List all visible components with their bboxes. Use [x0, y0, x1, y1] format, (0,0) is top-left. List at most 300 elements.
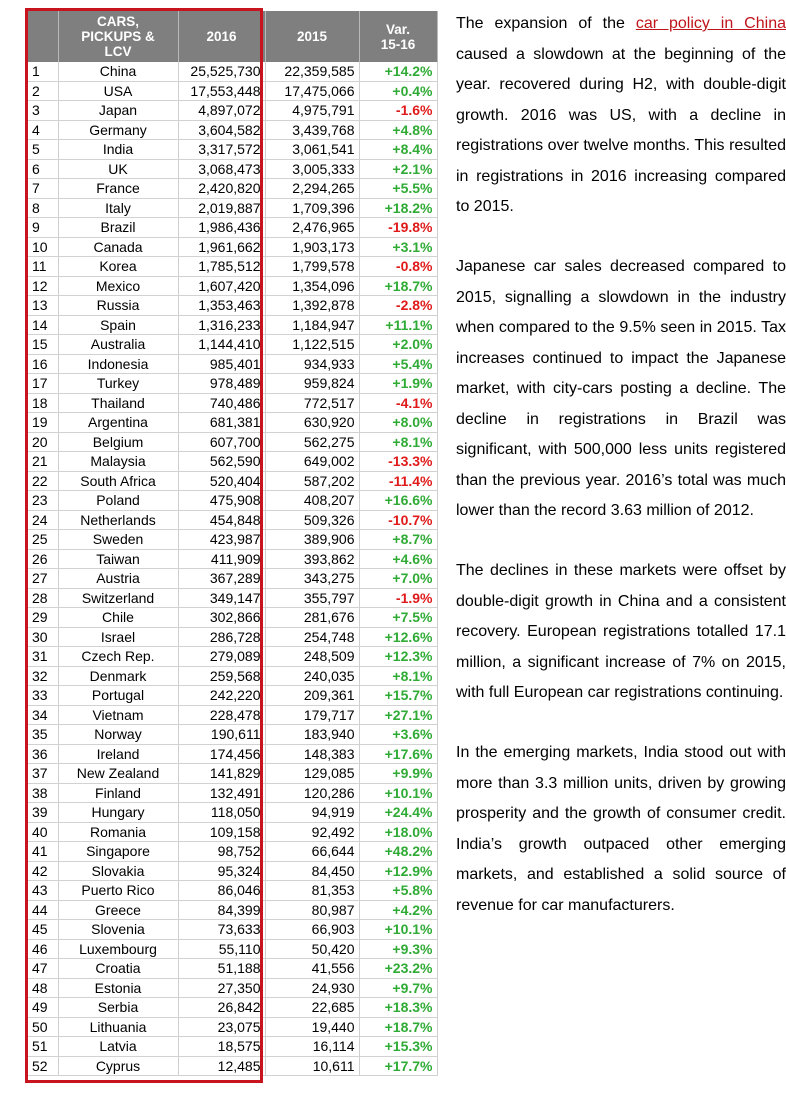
country-cell: Canada	[58, 237, 178, 257]
registrations-2015-cell: 66,644	[265, 842, 359, 862]
table-row	[28, 62, 437, 81]
country-cell: Denmark	[58, 666, 178, 686]
variation-cell: +15.3%	[359, 1037, 437, 1057]
registrations-2015-cell: 649,002	[265, 452, 359, 472]
table-row	[28, 764, 437, 784]
table-row	[28, 510, 437, 530]
country-cell: Thailand	[58, 393, 178, 413]
registrations-2015-cell: 959,824	[265, 374, 359, 394]
table-row	[28, 978, 437, 998]
variation-cell: +14.2%	[359, 62, 437, 81]
country-cell: Poland	[58, 491, 178, 511]
registrations-2016-cell: 985,401	[178, 354, 265, 374]
country-cell: Romania	[58, 822, 178, 842]
registrations-2015-cell: 24,930	[265, 978, 359, 998]
table-row	[28, 374, 437, 394]
rank-cell: 1	[28, 62, 58, 81]
country-header-label: CARS, PICKUPS & LCV	[81, 14, 155, 59]
registrations-2016-cell: 190,611	[178, 725, 265, 745]
table-row	[28, 159, 437, 179]
registrations-2016-cell: 423,987	[178, 530, 265, 550]
country-cell: Estonia	[58, 978, 178, 998]
registrations-2016-cell: 25,525,730	[178, 62, 265, 81]
rank-cell: 48	[28, 978, 58, 998]
registrations-2015-cell: 355,797	[265, 588, 359, 608]
variation-cell: +5.4%	[359, 354, 437, 374]
table-row	[28, 218, 437, 238]
country-cell: Finland	[58, 783, 178, 803]
registrations-2015-cell: 772,517	[265, 393, 359, 413]
country-cell: Lithuania	[58, 1017, 178, 1037]
registrations-2016-cell: 118,050	[178, 803, 265, 823]
table-row	[28, 471, 437, 491]
country-cell: Turkey	[58, 374, 178, 394]
table-row	[28, 627, 437, 647]
variation-cell: +7.5%	[359, 608, 437, 628]
rank-cell: 16	[28, 354, 58, 374]
article-text-column	[456, 9, 786, 1096]
rank-cell: 30	[28, 627, 58, 647]
country-cell: Hungary	[58, 803, 178, 823]
registrations-2016-cell: 259,568	[178, 666, 265, 686]
rank-cell: 20	[28, 432, 58, 452]
registrations-2015-cell: 16,114	[265, 1037, 359, 1057]
country-cell: South Africa	[58, 471, 178, 491]
country-cell: Switzerland	[58, 588, 178, 608]
table-row	[28, 237, 437, 257]
registrations-2016-cell: 86,046	[178, 881, 265, 901]
registrations-2015-cell: 343,275	[265, 569, 359, 589]
registrations-2016-cell: 1,353,463	[178, 296, 265, 316]
rank-cell: 9	[28, 218, 58, 238]
variation-cell: +9.9%	[359, 764, 437, 784]
registrations-2016-cell: 242,220	[178, 686, 265, 706]
registrations-2015-cell: 248,509	[265, 647, 359, 667]
registrations-2016-cell: 1,607,420	[178, 276, 265, 296]
table-row	[28, 179, 437, 199]
article-paragraph-3: The declines in these markets were offset by double-digit growth in China and a consistent recovery. European registrations totalled 17.1 million, a significant increase of 7% on 2015, with full European car registrations continuing.	[456, 562, 786, 701]
registrations-table-container	[28, 11, 438, 1076]
registrations-2016-cell: 302,866	[178, 608, 265, 628]
registrations-table	[28, 11, 438, 1076]
registrations-2015-cell: 562,275	[265, 432, 359, 452]
table-row	[28, 998, 437, 1018]
rank-cell: 40	[28, 822, 58, 842]
registrations-2016-cell: 279,089	[178, 647, 265, 667]
variation-cell: +16.6%	[359, 491, 437, 511]
table-row	[28, 296, 437, 316]
variation-cell: -11.4%	[359, 471, 437, 491]
registrations-2015-cell: 41,556	[265, 959, 359, 979]
table-row	[28, 1017, 437, 1037]
paragraph-1-intro: The expansion of the	[456, 15, 636, 32]
variation-cell: +3.6%	[359, 725, 437, 745]
registrations-2015-cell: 509,326	[265, 510, 359, 530]
registrations-2015-cell: 934,933	[265, 354, 359, 374]
table-row	[28, 744, 437, 764]
table-row	[28, 647, 437, 667]
rank-cell: 7	[28, 179, 58, 199]
country-cell: Brazil	[58, 218, 178, 238]
registrations-2016-cell: 1,986,436	[178, 218, 265, 238]
country-cell: Italy	[58, 198, 178, 218]
rank-cell: 35	[28, 725, 58, 745]
rank-cell: 27	[28, 569, 58, 589]
variation-cell: +9.3%	[359, 939, 437, 959]
variation-cell: +8.0%	[359, 413, 437, 433]
variation-cell: +4.6%	[359, 549, 437, 569]
variation-cell: +8.1%	[359, 666, 437, 686]
rank-cell: 22	[28, 471, 58, 491]
variation-cell: +17.7%	[359, 1056, 437, 1076]
variation-cell: -1.9%	[359, 588, 437, 608]
registrations-2015-cell: 120,286	[265, 783, 359, 803]
registrations-2016-cell: 349,147	[178, 588, 265, 608]
variation-cell: +5.5%	[359, 179, 437, 199]
table-row	[28, 920, 437, 940]
registrations-2016-cell: 978,489	[178, 374, 265, 394]
rank-cell: 47	[28, 959, 58, 979]
rank-cell: 3	[28, 101, 58, 121]
table-row	[28, 588, 437, 608]
country-cell: China	[58, 62, 178, 81]
country-cell: Argentina	[58, 413, 178, 433]
variation-cell: +4.8%	[359, 120, 437, 140]
variation-cell: +17.6%	[359, 744, 437, 764]
rank-cell: 42	[28, 861, 58, 881]
rank-cell: 34	[28, 705, 58, 725]
variation-cell: +8.1%	[359, 432, 437, 452]
rank-cell: 18	[28, 393, 58, 413]
registrations-2015-cell: 66,903	[265, 920, 359, 940]
registrations-2016-cell: 2,019,887	[178, 198, 265, 218]
rank-cell: 21	[28, 452, 58, 472]
registrations-2016-cell: 109,158	[178, 822, 265, 842]
registrations-2016-cell: 740,486	[178, 393, 265, 413]
table-row	[28, 140, 437, 160]
table-row	[28, 120, 437, 140]
registrations-2015-cell: 3,005,333	[265, 159, 359, 179]
table-row	[28, 1037, 437, 1057]
variation-cell: +8.7%	[359, 530, 437, 550]
country-cell: Sweden	[58, 530, 178, 550]
registrations-2015-cell: 3,061,541	[265, 140, 359, 160]
table-row	[28, 257, 437, 277]
country-cell: Indonesia	[58, 354, 178, 374]
registrations-2015-cell: 50,420	[265, 939, 359, 959]
registrations-2015-cell: 209,361	[265, 686, 359, 706]
table-row	[28, 900, 437, 920]
registrations-2016-cell: 1,144,410	[178, 335, 265, 355]
registrations-2016-cell: 2,420,820	[178, 179, 265, 199]
rank-cell: 15	[28, 335, 58, 355]
country-cell: Mexico	[58, 276, 178, 296]
country-cell: UK	[58, 159, 178, 179]
country-cell: Korea	[58, 257, 178, 277]
country-cell: Luxembourg	[58, 939, 178, 959]
table-row	[28, 315, 437, 335]
country-cell: Germany	[58, 120, 178, 140]
table-row	[28, 783, 437, 803]
table-row	[28, 959, 437, 979]
rank-cell: 29	[28, 608, 58, 628]
article-paragraph-2: Japanese car sales decreased compared to 2015, signalling a slowdown in the industry when compared to the 9.5% seen in 2015. Tax increases continued to impact the Japanese market, with city-cars posting a decline. The decline in registrations in Brazil was significant, with 500,000 less units registered than the previous year. 2016’s total was much lower than the record 3.63 million of 2012.	[456, 258, 786, 519]
table-header-row	[28, 11, 437, 62]
country-cell: Czech Rep.	[58, 647, 178, 667]
registrations-2015-cell: 4,975,791	[265, 101, 359, 121]
country-cell: Spain	[58, 315, 178, 335]
registrations-2015-cell: 22,685	[265, 998, 359, 1018]
registrations-2015-cell: 630,920	[265, 413, 359, 433]
table-row	[28, 491, 437, 511]
rank-cell: 51	[28, 1037, 58, 1057]
variation-cell: -4.1%	[359, 393, 437, 413]
country-cell: Latvia	[58, 1037, 178, 1057]
paragraph-1-rest: caused a slowdown at the beginning of the year. recovered during H2, with double-digit growth. 2016 was US, with a decline in registrations over twelve months. This resulted in registrations in 2016 increasing compared to 2015.	[456, 45, 786, 215]
country-cell: Portugal	[58, 686, 178, 706]
variation-header	[359, 11, 437, 62]
variation-cell: -10.7%	[359, 510, 437, 530]
registrations-2016-cell: 26,842	[178, 998, 265, 1018]
rank-cell: 4	[28, 120, 58, 140]
rank-cell: 36	[28, 744, 58, 764]
rank-cell: 46	[28, 939, 58, 959]
article-paragraph-4: In the emerging markets, India stood out with more than 3.3 million units, driven by growing prosperity and the growth of consumer credit. India’s growth outpaced other emerging markets, and established a solid source of revenue for car manufacturers.	[456, 744, 786, 914]
country-cell: Chile	[58, 608, 178, 628]
country-cell: Japan	[58, 101, 178, 121]
registrations-2015-cell: 1,709,396	[265, 198, 359, 218]
registrations-2016-cell: 23,075	[178, 1017, 265, 1037]
registrations-2015-cell: 1,184,947	[265, 315, 359, 335]
country-header	[58, 11, 178, 62]
variation-cell: +10.1%	[359, 783, 437, 803]
registrations-2016-cell: 411,909	[178, 549, 265, 569]
country-cell: Austria	[58, 569, 178, 589]
registrations-2016-cell: 562,590	[178, 452, 265, 472]
variation-cell: -2.8%	[359, 296, 437, 316]
variation-cell: +15.7%	[359, 686, 437, 706]
rank-cell: 45	[28, 920, 58, 940]
variation-cell: +12.9%	[359, 861, 437, 881]
variation-cell: +18.7%	[359, 276, 437, 296]
variation-cell: +3.1%	[359, 237, 437, 257]
article-paragraph-1	[456, 9, 786, 223]
rank-cell: 39	[28, 803, 58, 823]
rank-cell: 6	[28, 159, 58, 179]
variation-cell: +18.2%	[359, 198, 437, 218]
rank-header	[28, 11, 58, 62]
table-row	[28, 530, 437, 550]
registrations-2015-cell: 3,439,768	[265, 120, 359, 140]
country-cell: Singapore	[58, 842, 178, 862]
registrations-2015-cell: 240,035	[265, 666, 359, 686]
registrations-2015-cell: 81,353	[265, 881, 359, 901]
table-row	[28, 198, 437, 218]
rank-cell: 26	[28, 549, 58, 569]
registrations-2015-cell: 183,940	[265, 725, 359, 745]
registrations-2015-cell: 393,862	[265, 549, 359, 569]
registrations-2015-cell: 179,717	[265, 705, 359, 725]
country-cell: Cyprus	[58, 1056, 178, 1076]
rank-cell: 13	[28, 296, 58, 316]
variation-cell: +11.1%	[359, 315, 437, 335]
country-cell: Russia	[58, 296, 178, 316]
table-row	[28, 393, 437, 413]
registrations-2015-cell: 129,085	[265, 764, 359, 784]
rank-cell: 8	[28, 198, 58, 218]
table-row	[28, 276, 437, 296]
table-row	[28, 608, 437, 628]
variation-header-label: Var. 15-16	[380, 21, 416, 52]
country-cell: India	[58, 140, 178, 160]
rank-cell: 44	[28, 900, 58, 920]
registrations-2015-cell: 19,440	[265, 1017, 359, 1037]
table-row	[28, 413, 437, 433]
country-cell: USA	[58, 81, 178, 101]
registrations-2016-cell: 55,110	[178, 939, 265, 959]
registrations-2016-cell: 228,478	[178, 705, 265, 725]
rank-cell: 32	[28, 666, 58, 686]
table-row	[28, 452, 437, 472]
registrations-2015-cell: 408,207	[265, 491, 359, 511]
registrations-2016-cell: 3,604,582	[178, 120, 265, 140]
country-cell: New Zealand	[58, 764, 178, 784]
table-row	[28, 354, 437, 374]
variation-cell: +23.2%	[359, 959, 437, 979]
registrations-2015-cell: 92,492	[265, 822, 359, 842]
country-cell: France	[58, 179, 178, 199]
registrations-2015-cell: 2,476,965	[265, 218, 359, 238]
table-row	[28, 822, 437, 842]
registrations-2015-cell: 1,392,878	[265, 296, 359, 316]
registrations-2015-cell: 281,676	[265, 608, 359, 628]
registrations-2016-cell: 4,897,072	[178, 101, 265, 121]
registrations-2015-cell: 2,294,265	[265, 179, 359, 199]
country-cell: Australia	[58, 335, 178, 355]
registrations-2015-cell: 587,202	[265, 471, 359, 491]
table-row	[28, 725, 437, 745]
table-row	[28, 569, 437, 589]
registrations-2015-cell: 94,919	[265, 803, 359, 823]
registrations-2015-cell: 148,383	[265, 744, 359, 764]
table-row	[28, 705, 437, 725]
registrations-2016-cell: 1,785,512	[178, 257, 265, 277]
rank-cell: 23	[28, 491, 58, 511]
rank-cell: 41	[28, 842, 58, 862]
table-row	[28, 81, 437, 101]
registrations-2016-cell: 1,316,233	[178, 315, 265, 335]
registrations-2016-cell: 174,456	[178, 744, 265, 764]
country-cell: Croatia	[58, 959, 178, 979]
rank-cell: 2	[28, 81, 58, 101]
variation-cell: -19.8%	[359, 218, 437, 238]
registrations-2016-cell: 12,485	[178, 1056, 265, 1076]
variation-cell: +12.6%	[359, 627, 437, 647]
country-cell: Israel	[58, 627, 178, 647]
registrations-2016-cell: 454,848	[178, 510, 265, 530]
rank-cell: 19	[28, 413, 58, 433]
registrations-2015-cell: 80,987	[265, 900, 359, 920]
table-row	[28, 549, 437, 569]
rank-cell: 11	[28, 257, 58, 277]
table-row	[28, 1056, 437, 1076]
rank-cell: 33	[28, 686, 58, 706]
variation-cell: +7.0%	[359, 569, 437, 589]
rank-cell: 38	[28, 783, 58, 803]
registrations-2015-cell: 22,359,585	[265, 62, 359, 81]
year-2015-header: 2015	[265, 11, 359, 62]
table-body	[28, 62, 437, 1076]
rank-cell: 25	[28, 530, 58, 550]
rank-cell: 10	[28, 237, 58, 257]
variation-cell: +2.1%	[359, 159, 437, 179]
variation-cell: +12.3%	[359, 647, 437, 667]
rank-cell: 24	[28, 510, 58, 530]
year-2016-header: 2016	[178, 11, 265, 62]
registrations-2015-cell: 1,903,173	[265, 237, 359, 257]
registrations-2016-cell: 98,752	[178, 842, 265, 862]
rank-cell: 17	[28, 374, 58, 394]
variation-cell: +8.4%	[359, 140, 437, 160]
rank-cell: 5	[28, 140, 58, 160]
registrations-2016-cell: 95,324	[178, 861, 265, 881]
registrations-2016-cell: 1,961,662	[178, 237, 265, 257]
rank-cell: 50	[28, 1017, 58, 1037]
rank-cell: 31	[28, 647, 58, 667]
registrations-2016-cell: 18,575	[178, 1037, 265, 1057]
variation-cell: -0.8%	[359, 257, 437, 277]
country-cell: Norway	[58, 725, 178, 745]
table-row	[28, 666, 437, 686]
country-cell: Netherlands	[58, 510, 178, 530]
registrations-2015-cell: 10,611	[265, 1056, 359, 1076]
table-row	[28, 939, 437, 959]
variation-cell: +4.2%	[359, 900, 437, 920]
registrations-2016-cell: 132,491	[178, 783, 265, 803]
variation-cell: +2.0%	[359, 335, 437, 355]
variation-cell: +18.0%	[359, 822, 437, 842]
variation-cell: +18.3%	[359, 998, 437, 1018]
country-cell: Vietnam	[58, 705, 178, 725]
country-cell: Belgium	[58, 432, 178, 452]
table-row	[28, 881, 437, 901]
variation-cell: +9.7%	[359, 978, 437, 998]
registrations-2016-cell: 286,728	[178, 627, 265, 647]
registrations-2016-cell: 17,553,448	[178, 81, 265, 101]
country-cell: Slovakia	[58, 861, 178, 881]
registrations-2016-cell: 475,908	[178, 491, 265, 511]
car-policy-link[interactable]: car policy in China	[635, 15, 786, 32]
country-cell: Taiwan	[58, 549, 178, 569]
rank-cell: 43	[28, 881, 58, 901]
variation-cell: -1.6%	[359, 101, 437, 121]
variation-cell: +27.1%	[359, 705, 437, 725]
table-row	[28, 842, 437, 862]
variation-cell: +1.9%	[359, 374, 437, 394]
variation-cell: +48.2%	[359, 842, 437, 862]
rank-cell: 12	[28, 276, 58, 296]
country-cell: Malaysia	[58, 452, 178, 472]
country-cell: Serbia	[58, 998, 178, 1018]
registrations-2016-cell: 367,289	[178, 569, 265, 589]
rank-cell: 28	[28, 588, 58, 608]
table-row	[28, 861, 437, 881]
table-row	[28, 686, 437, 706]
registrations-2015-cell: 254,748	[265, 627, 359, 647]
variation-cell: +10.1%	[359, 920, 437, 940]
registrations-2015-cell: 17,475,066	[265, 81, 359, 101]
registrations-2016-cell: 73,633	[178, 920, 265, 940]
